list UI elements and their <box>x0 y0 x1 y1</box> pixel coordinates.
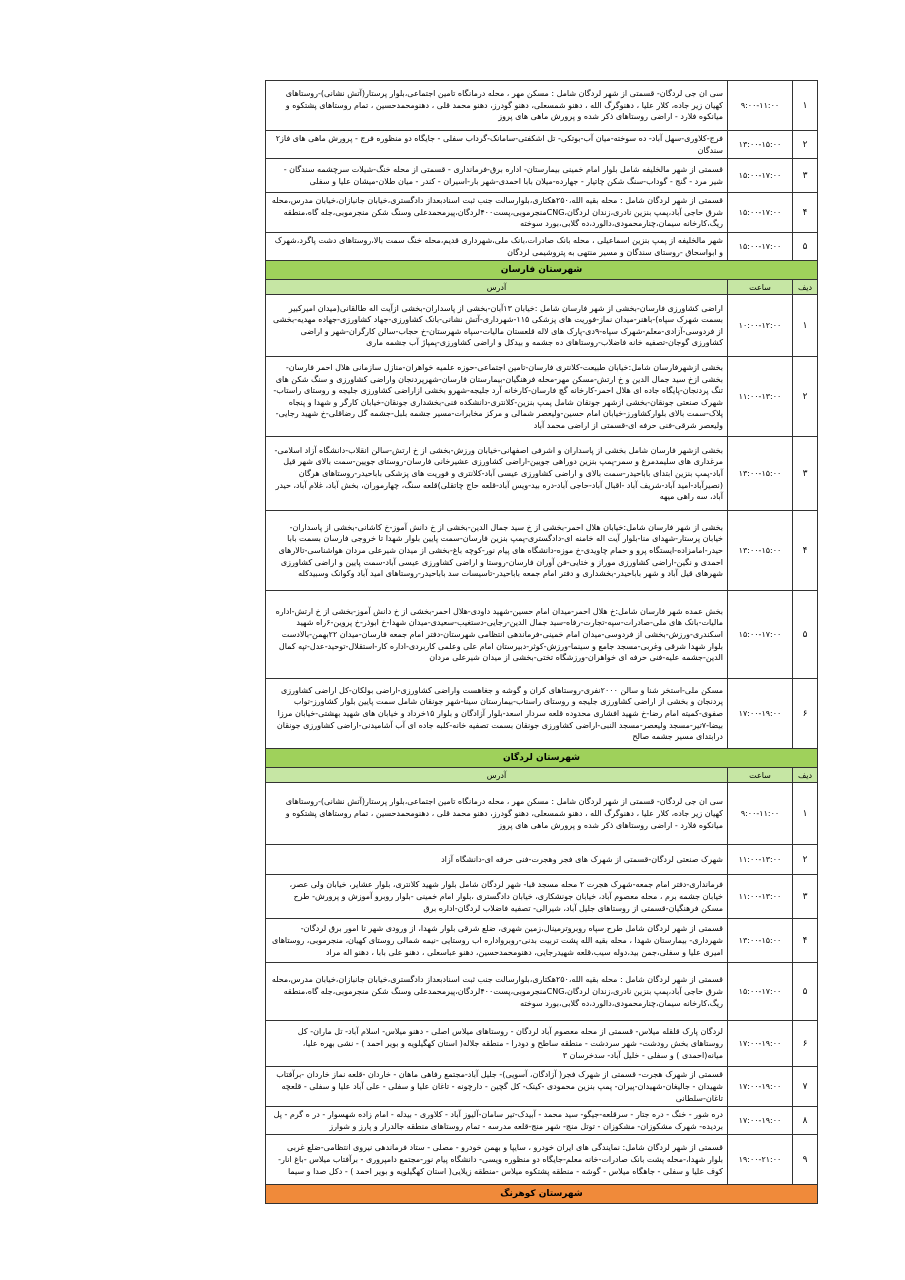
row-time: ۱۷:۰۰-۱۹:۰۰ <box>728 1021 793 1067</box>
row-number: ۵ <box>793 233 818 261</box>
row-address: قسمتی از شهرک هجرت- قسمتی از شهرک فجر( آزادگان، آسویی)- جلیل آباد-مجتمع رفاهی ماهان - خاردان -قلعه نماز خاردان -برآفتاب شهیدان - جالیغان-شهیدان-پیران- پمپ بنزین محمودی -کینک- کل گچین - دارچونه - تاغان علیا و سفلی - علی آباد علیا و سفلی - قلعچه تاغان-سلطانی <box>266 1067 728 1107</box>
row-number: ۳ <box>793 437 818 511</box>
row-address: بخشی از شهر فارسان شامل:خیابان هلال احمر-بخشی از خ سید جمال الدین-بخشی از خ دانش آموز-خ کاشانی-بخشی از پاسداران-خیابان پرستار-شهدای منا-بلوار آیت اله خامنه ای-دادگستری-پمپ بنزین فارسان-سمت پایین بلوار شهدا تا خروجی فارسان بسمت بابا حیدر-امامزاده-ایستگاه پرو و حمام چاویدی-خ موزه-دانشگاه های پیام نور-کوچه باغ-بخشی از میدان شیرعلی مردان هواشناسی-تالارهای احمدی و نگین-اراضی کشاورزی موراز و ختایی-فن آوران فارسان-روستا و اراضی کشاورزی عیسی آباد-سمت پایین و اراضی کشاورزی شهرهای قیل آباد و شهر باباحیدر-بخشداری و دفتر امام جمعه باباحیدر-تاسیسات سد باباحیدر-روستاهای امید آباد وکوانک وسبیدکله <box>266 511 728 591</box>
table-row <box>266 1021 818 1067</box>
row-time: ۱۵:۰۰-۱۷:۰۰ <box>728 159 793 193</box>
row-address: بخشی ازشهرفارسان شامل:خیابان طبیعت-کلانتری فارسان-تامین اجتماعی-حوزه علمیه خواهران-منازل سازمانی هلال احمر فارسان-بخشی ازخ سید جمال الدین و خ ارتش-مسکن مهر-محله فرهنگیان-بیمارستان فارسان-شهرپردنجان واراضی کشاورزی و سنگ شکن های تنگ پردنجان-پایگاه جاده ای هلال احمر-کارخانه گچ فارسان-کارخانه آرد جلیجه-شهرو بخشی ازاراضی کشاورزی جلیجه و روستای راستاب-شهرک صنعتی جونقان-بخشی ازشهر جونقان شامل پمپ بنزین-کلانتری-دانشکده فنی-بخشداری جونقان-خیابان کارگر و شهدا و پنجاه پلاک-سمت بالای بلوارکشاورز-خیابان امام حسین-ولیعصر شمالی و مرکز مخابرات-مسیر جشمه بلبل-جشمه گل رضاقلی-خ شهید رجایی-ولیعصر شرقی-فنی حرفه ای-قسمتی از اراضی محمد آباد <box>266 357 728 437</box>
row-address: قسمتی از شهر لردگان شامل : محله بقیه الله،۲۵۰هکتاری،بلوارسالت جنب ثبت اسنادبعداز دادگستری،خیابان جانبازان،خیابان مدرس،محله شرق حاجی آباد،پمپ بنزین نادری،زندان لردگان،CNGمنجرموبی،پست۴۰۰لردگان،پیرمحمدعلی وسنگ شکن منجرموبی،جله گاه،منطقه ریگ،کارخانه سیمان،چنارمحمودی،دالورد،ده گلابی،بورد سوخته <box>266 193 728 233</box>
table-row <box>266 1107 818 1135</box>
row-time: ۱۹:۰۰-۲۱:۰۰ <box>728 1135 793 1185</box>
row-address: شهرک صنعتی لردگان-قسمتی از شهرک های فجر وهجرت-فنی حرفه ای-دانشگاه آزاد <box>266 845 728 875</box>
row-address: قسمتی از شهر لردگان شامل : محله بقیه الله،۲۵۰هکتاری،بلوارسالت جنب ثبت اسنادبعداز دادگستری،خیابان جانبازان،خیابان مدرس،محله شرق حاجی آباد،پمپ بنزین نادری،زندان لردگان،CNGمنجرموبی،پست۴۰۰لردگان،پیرمحمدعلی وسنگ شکن منجرموبی،جله گاه،منطقه ریگ،کارخانه سیمان،چنارمحمودی،دالورد،ده گلابی،بورد سوخته <box>266 963 728 1021</box>
row-time: ۱۵:۰۰-۱۷:۰۰ <box>728 233 793 261</box>
row-number: ۶ <box>793 1021 818 1067</box>
row-number: ۷ <box>793 1067 818 1107</box>
row-number: ۴ <box>793 919 818 963</box>
table-row <box>266 1067 818 1107</box>
row-address: فرج-کلاوری-سهل آباد- ده سوخته-میان آب-بوتکی- تل اشکفتی-سامانک-گرداب سفلی - جایگاه دو منظوره فرج - پرورش ماهی های فاز۲ سندگان <box>266 131 728 159</box>
header-num: دیف <box>793 280 818 295</box>
table-row <box>266 1135 818 1185</box>
row-time: ۱۷:۰۰-۱۹:۰۰ <box>728 679 793 749</box>
row-number: ۹ <box>793 1135 818 1185</box>
header-address: آدرس <box>266 768 728 783</box>
section-banner-row <box>266 749 818 768</box>
table-row <box>266 295 818 357</box>
row-address: اراضی کشاورزی فارسان-بخشی از شهر فارسان شامل :خیابان ۱۳آبان-بخشی از پاسداران-بخشی ازآیت اله طالقانی(میدان امیرکبیر بسمت شهرک سپاه)-باهنر-میدان نماز-فوریت های پزشکی ۱۱۵-شهرداری-آتش نشانی-بانک کشاورزی-جهاد کشاورزی-جهاده مهدیه-بخشی از فردوسی-آزادی-معلم-شهرک سپاه-۹دی-پارک های لاله قلعستان مالیات-سپاه شهرستان-خ حجاب-سالن کارگران-شهر و اراضی کشاورزی گوجان-تصفیه خانه فاضلاب-روستاهای ده جشمه و بیدکل و اراضی کشاورزی-پمپاژ آب جشمه ماری <box>266 295 728 357</box>
row-time: ۱۵:۰۰-۱۷:۰۰ <box>728 591 793 679</box>
row-time: ۱۷:۰۰-۱۹:۰۰ <box>728 1067 793 1107</box>
table-row <box>266 193 818 233</box>
row-time: ۱۷:۰۰-۱۹:۰۰ <box>728 1107 793 1135</box>
row-address: بخش عمده شهر فارسان شامل:خ هلال احمر-میدان امام حسین-شهید داودی-هلال احمر-بخشی از خ دانش آموز-بخشی از خ ارتش-اداره مالیات-بانک های ملی-صادرات-سپه-تجارت-رفاه-سید جمال الدین-رجایی-دستغیب-سعیدی-میدان شهدا-خ ابوذر-خ پروین-۶راه شهید اسکندری-ورزش-بخشی از فردوسی-میدان امام خمینی-فرماندهی انتظامی شهرستان-دفتر امام جمعه فارسان-میدان ۲۲بهمن-بالادست بلوار شهدا شرقی وغربی-مسجد جامع و سینما-ورزش-کوثر-دبیرستان امام علی وعلمی کاربردی-اداره کار-استقلال-توحید-عدل-تپه کمال الدین-جشمه علیه-فنی حرفه ای خواهران-ورزشگاه تختی-بخشی از میدان شیرعلی مردان <box>266 591 728 679</box>
header-time: ساعت <box>728 280 793 295</box>
section-title: شهرستان فارسان <box>266 261 818 280</box>
row-number: ۲ <box>793 131 818 159</box>
table-row <box>266 679 818 749</box>
table-row <box>266 845 818 875</box>
row-number: ۳ <box>793 159 818 193</box>
row-address: لردگان پارک قلقله میلاس- قسمتی از محله معصوم آباد لردگان - روستاهای میلاس اصلی - دهنو میلاس- اسلام آباد- تل ماران- کل روستاهای بخش رودشت- شهر سردشت - منطقه ساطح و دودرا - منطقه جلاله( استان کهگیلویه و بویر احمد ) - نشی بهره علیا، میانه(احمدی ) و سفلی - خلیل آباد- سدخرسان ۳ <box>266 1021 728 1067</box>
column-header-row <box>266 768 818 783</box>
row-number: ۵ <box>793 591 818 679</box>
row-address: قسمتی از شهر لردگان شامل طرح سپاه روبروترمینال،زمین شهری، ضلع شرقی بلوار شهدا، از ورودی شهر تا امور برق لردگان-شهرداری- بیمارستان شهدا ، محله بقیه الله پشت تربیت بدنی-روبرواداره اب روستایی -نیمه شمالی روستای کهیان، منجرموبی، روستاهای امیری علیا و سفلی،جمن بید،دوله سیب،قلعه شهیدرجایی، دهنومحمدحسین، دهنو عباسعلی ، دهنو علی بابا ، دهنو اله مراد <box>266 919 728 963</box>
row-time: ۱۵:۰۰-۱۷:۰۰ <box>728 963 793 1021</box>
row-time: ۱۱:۰۰-۱۳:۰۰ <box>728 357 793 437</box>
row-address: شهر مالخلیفه از پمپ بنزین اسماعیلی ، محله بانک صادرات،بانک ملی،شهرداری قدیم،محله خنگ سمت بالا،روستاهای دشت پاگرد،شهرک و ابواسحاق -روستای سندگان و مسیر منتهی به پتروشیمی لردگان <box>266 233 728 261</box>
row-address: سی ان جی لردگان- قسمتی از شهر لردگان شامل : مسکن مهر ، محله درمانگاه تامین اجتماعی،بلوار پرستار(آتش نشانی)-روستاهای کهیان زیر جاده، کلار علیا ، دهنوگرگ الله ، دهنو شمسعلی، دهنو گودرز، دهنو محمد قلی ، دهنومحمدحسین ، تمام روستاهای پشتکوه و میانکوه فلارد - اراضی روستاهای ذکر شده و پرورش ماهی های پروز <box>266 81 728 131</box>
row-time: ۹:۰۰-۱۱:۰۰ <box>728 81 793 131</box>
row-number: ۸ <box>793 1107 818 1135</box>
row-address: فرمانداری-دفتر امام جمعه-شهرک هجرت ۲ محله مسجد قبا- شهر لردگان شامل بلوار شهید کلانتری، بلوار عشایر، خیابان ولی عصر، خیابان جشمه برم ، محله معصوم آباد، خیابان جونشکاری، خیابان دادگستری ،بلوار امام خمینی -بلوار روبرو آموزش و پرورش- طرح مسکن فرهنگیان-قسمتی از روستاهای جلیل آباد، شیرالی- تصفیه فاضلاب لردگان-اداره برق <box>266 875 728 919</box>
row-time: ۱۳:۰۰-۱۵:۰۰ <box>728 511 793 591</box>
row-time: ۱۱:۰۰-۱۳:۰۰ <box>728 875 793 919</box>
table-row <box>266 233 818 261</box>
row-time: ۱۰:۰۰-۱۲:۰۰ <box>728 295 793 357</box>
table-row <box>266 875 818 919</box>
table-row <box>266 919 818 963</box>
row-number: ۶ <box>793 679 818 749</box>
row-number: ۲ <box>793 845 818 875</box>
row-number: ۴ <box>793 193 818 233</box>
section-banner-row <box>266 261 818 280</box>
row-address: سی ان جی لردگان- قسمتی از شهر لردگان شامل : مسکن مهر ، محله درمانگاه تامین اجتماعی،بلوار پرستار(آتش نشانی)-روستاهای کهیان زیر جاده، کلار علیا ، دهنوگرگ الله ، دهنو شمسعلی، دهنو گودرز، دهنو محمد قلی ، دهنومحمدحسین ، تمام روستاهای پشتکوه و میانکوه فلارد - اراضی روستاهای ذکر شده و پرورش ماهی های پروز <box>266 783 728 845</box>
table-row <box>266 357 818 437</box>
row-time: ۱۵:۰۰-۱۷:۰۰ <box>728 193 793 233</box>
row-address: مسکن ملی-استخر شنا و سالن ۲۰۰۰نفری-روستاهای کران و گوشه و جغاهست واراضی کشاورزی-اراضی بولکان-کل اراضی کشاورزی پردنجان و بخشی از اراضی کشاورزی جلیجه و روستای راستاب-بیمارستان سینا-شهر جونقان شامل سمت پایین بلوار کشاورز-تواب صفوی-کمیته امام رضا-خ شهید افشاری محدوده قلعه سردار اسعد-بلوار آزادگان و بلوار ۱۵خرداد و خیابان های شهید بهشتی-خیابان مرزا بیضا-۷تیر-مسجد ولیعصر-مسجد النبی-اراضی کشاورزی جونقان بسمت تصفیه خانه-کلبه جاده ای آب آشامیدنی-اراضی کشاورزی جونقان درابتدای مسیر جشمه صالح <box>266 679 728 749</box>
row-address: قسمتی از شهر لردگان شامل: نمایندگی های ایران خودرو ، سایپا و بهمن خودرو - مصلی - ستاد فرماندهی نیروی انتظامی-ضلع غربی بلوار شهدا،-محله پشت بانک صادرات-خانه معلم-جایگاه دو منظوره ویسی- دانشگاه پیام نور-مجتمع دامپروری - برآفتاب میلاس -باغ انار-کوف علیا و سفلی - جاهگاه میلاس - گوشه - منطقه پشتکوه میلاس -منطقه زیلایی( استان کهگیلویه و بویر احمد ) - دکل صدا و سیما <box>266 1135 728 1185</box>
section-banner-row <box>266 1185 818 1204</box>
row-time: ۹:۰۰-۱۱:۰۰ <box>728 783 793 845</box>
section-title: شهرستان کوهرنگ <box>266 1185 818 1204</box>
column-header-row <box>266 280 818 295</box>
header-time: ساعت <box>728 768 793 783</box>
row-address: دره شور - خنگ - دره جتار - سرقلعه-جیگو- سید محمد - آبیدک-تیر سامان-آلیوز آباد - کلاوری - بیدله - امام زاده شهسوار - در ه گرم - پل بردیده- شهرک مشکوزان- مشکوزان - توتل منج- شهر منج-قلعه مدرسه - تمام روستاهای منطقه جالدرار و پارز و شوارز <box>266 1107 728 1135</box>
table-row <box>266 131 818 159</box>
row-number: ۲ <box>793 357 818 437</box>
row-time: ۱۱:۰۰-۱۳:۰۰ <box>728 845 793 875</box>
table-row <box>266 437 818 511</box>
row-number: ۴ <box>793 511 818 591</box>
row-number: ۱ <box>793 783 818 845</box>
row-address: قسمتی از شهر مالخلیفه شامل بلوار امام خمینی بیمارستان- اداره برق-فرمانداری - قسمتی از محله خنگ-شیلات سرچشمه سندگان - شیر مرد - گنج - گوداب-سنگ شکن چاتیار - جهارده-میلان بابا احمدی-شهر بار-اسیران - کندر - میان طلان-میشان علیا و سفلی <box>266 159 728 193</box>
row-address: بخشی ازشهر فارسان شامل بخشی از پاسداران و اشرفی اصفهانی-خیابان ورزش-بخشی از خ ارتش-سالن انقلاب-دانشگاه آزاد اسلامی-مرغداری های سلیمدمرغ و سمر-پمپ بنزین دوراهی جویین-اراضی کشاورزی عشیرخانی فارسان-روستای جویین-سمت بالای شهر قیل آباد-پمپ بنزین ابتدای باباحیدر-سمت بالای و اراضی کشاورزی عیسی آباد-کلانتری و فوریت های پزشکی باباحیدر-روستاهای هرگان (نصیرآباد-امید آباد-شریف آباد -اقبال آباد-حاجی آباد-دره بید-ویس آباد-قلعه حاج چاتقلی)قلعه سنگ، چهارموران، بخش آباد، غلام آباد، حیدر آباد، سه راهی میهه <box>266 437 728 511</box>
row-time: ۱۳:۰۰-۱۵:۰۰ <box>728 437 793 511</box>
table-row <box>266 783 818 845</box>
table-row <box>266 511 818 591</box>
table-row <box>266 591 818 679</box>
table-row <box>266 159 818 193</box>
table-row <box>266 81 818 131</box>
header-num: دیف <box>793 768 818 783</box>
outage-schedule-table <box>265 80 818 1204</box>
header-address: آدرس <box>266 280 728 295</box>
row-time: ۱۳:۰۰-۱۵:۰۰ <box>728 919 793 963</box>
table-row <box>266 963 818 1021</box>
row-number: ۳ <box>793 875 818 919</box>
row-number: ۱ <box>793 295 818 357</box>
row-number: ۵ <box>793 963 818 1021</box>
row-time: ۱۳:۰۰-۱۵:۰۰ <box>728 131 793 159</box>
row-number: ۱ <box>793 81 818 131</box>
section-title: شهرستان لردگان <box>266 749 818 768</box>
